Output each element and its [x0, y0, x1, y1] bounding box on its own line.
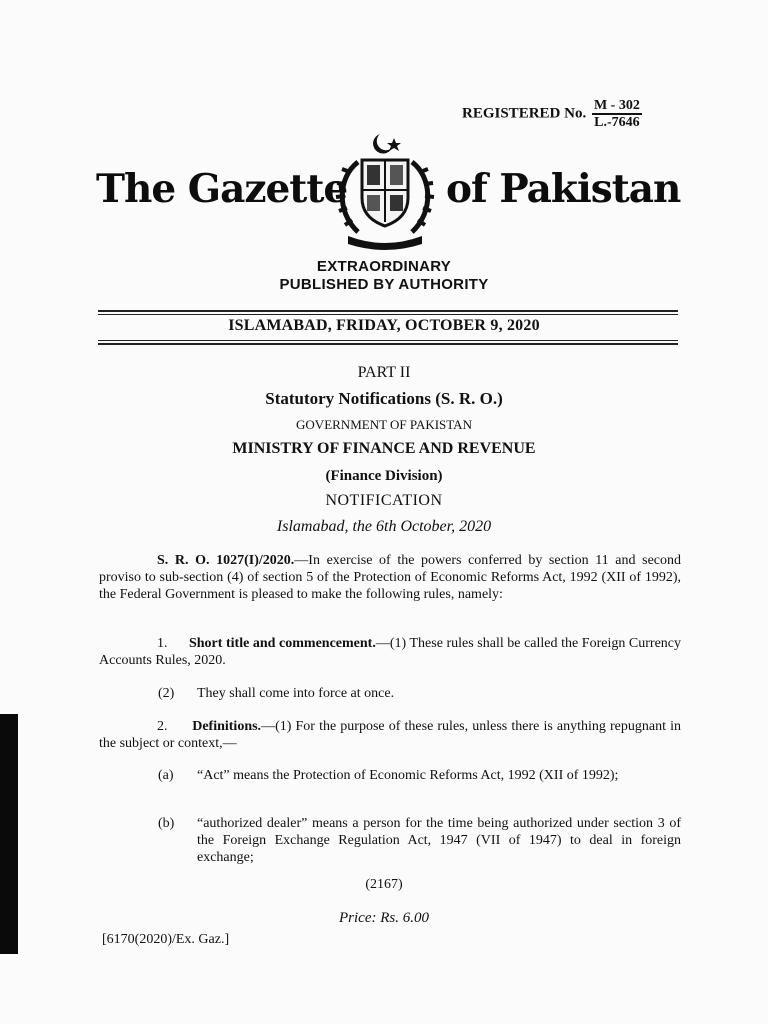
price: Price: Rs. 6.00	[339, 910, 429, 926]
definition-item-b	[158, 815, 681, 867]
masthead-title-left: The Gazette	[96, 166, 348, 212]
top-rule-thick	[98, 310, 678, 312]
scan-edge-bar	[0, 714, 18, 954]
registered-number	[462, 98, 642, 130]
registered-number-bottom: L.-7646	[594, 115, 640, 130]
definition-item-b-text: “authorized dealer” means a person for the time being authorized under section 3 of the Foreign Exchange Regulation Act, 1947 (VII of 1947) to deal in foreign exchange;	[197, 816, 681, 865]
rule-1-heading: Short title and commencement.	[188, 636, 376, 651]
part-heading: PART II	[357, 364, 411, 381]
sro-reference: S. R. O. 1027(I)/2020.	[157, 553, 295, 568]
registered-fraction	[592, 98, 642, 130]
bottom-rule-thick	[98, 343, 678, 345]
ministry-heading: MINISTRY OF FINANCE AND REVENUE	[232, 440, 536, 457]
definition-item-a-text: “Act” means the Protection of Economic Reforms Act, 1992 (XII of 1992);	[197, 768, 619, 783]
registered-number-top: M - 302	[593, 98, 640, 113]
rule-1-text: —(1) These rules shall be called the Foreign Currency Accounts Rules, 2020.	[99, 636, 681, 668]
sro-paragraph	[99, 552, 681, 603]
definition-item-a	[158, 767, 681, 803]
page-number: (2167)	[365, 877, 403, 892]
definition-item-a-label: (a)	[158, 768, 174, 783]
sro-text: —In exercise of the powers conferred by section 11 and second proviso to sub-section (4) of section 5 of the Protection of Economic Reforms Act, 1992 (XII of 1992), the Federal Government is pleased to make the following rules, namely:	[99, 553, 681, 602]
rule-2-heading: Definitions.	[192, 719, 262, 734]
definition-item-b-label: (b)	[158, 816, 175, 831]
rule-1-subrule-2	[158, 685, 681, 705]
bottom-rule-thin	[98, 340, 678, 341]
government-heading: GOVERNMENT OF PAKISTAN	[296, 417, 472, 432]
top-rule-thin	[98, 314, 678, 315]
notification-heading: NOTIFICATION	[325, 492, 443, 509]
division-heading: (Finance Division)	[325, 468, 443, 484]
state-emblem-icon	[328, 132, 442, 250]
rule-1-paragraph	[99, 635, 681, 669]
published-by-authority-label: PUBLISHED BY AUTHORITY	[279, 276, 489, 293]
gazette-reference: [6170(2020)/Ex. Gaz.]	[102, 932, 230, 947]
rule-1-subrule-2-text: They shall come into force at once.	[197, 686, 395, 701]
place-date: Islamabad, the 6th October, 2020	[276, 518, 492, 535]
rule-1-subrule-2-label: (2)	[158, 686, 175, 701]
rule-2-paragraph	[99, 718, 681, 752]
rule-1-number: 1.	[157, 636, 168, 651]
rule-2-number: 2.	[157, 719, 168, 734]
extraordinary-label: EXTRAORDINARY	[316, 258, 452, 275]
gazette-subheading	[0, 258, 768, 294]
masthead-title-right: of Pakistan	[446, 166, 681, 212]
rule-2-text: —(1) For the purpose of these rules, unless there is anything repugnant in the subject or context,—	[99, 719, 682, 751]
registered-label: REGISTERED No.	[462, 105, 587, 122]
dateline: ISLAMABAD, FRIDAY, OCTOBER 9, 2020	[228, 317, 540, 334]
section-heading: Statutory Notifications (S. R. O.)	[265, 389, 503, 408]
